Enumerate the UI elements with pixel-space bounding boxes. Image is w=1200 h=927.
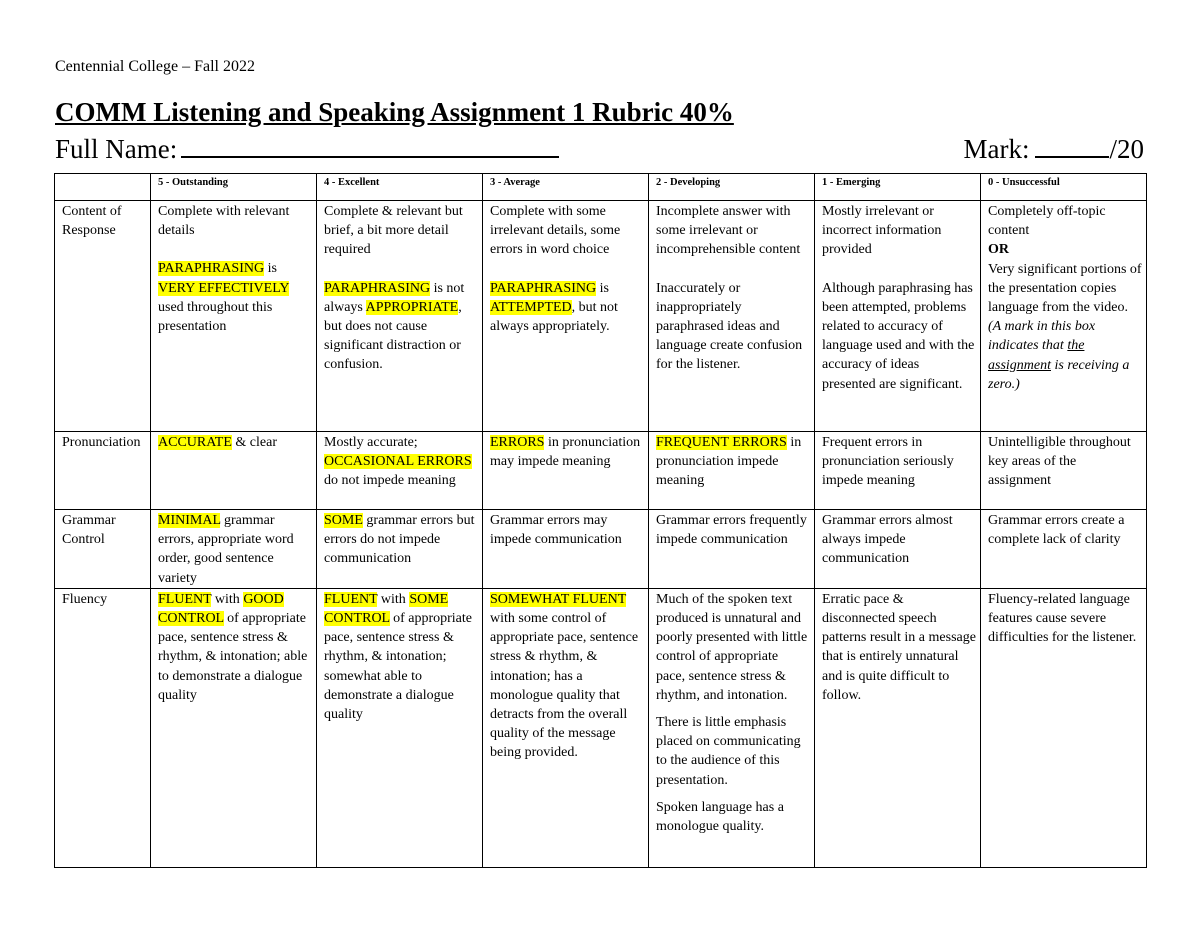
mark-blank[interactable] [1035,134,1109,158]
cell-pronunciation-2: FREQUENT ERRORS in pronunciation impede meaning [649,432,815,510]
column-header-1: 1 - Emerging [815,174,981,201]
cell-grammar-5: MINIMAL grammar errors, appropriate word order, good sentence variety [151,510,317,589]
column-header-empty [55,174,151,201]
table-row-grammar [55,510,1147,589]
cell-content-1: Mostly irrelevant or incorrect information provided Although paraphrasing has been attempted, problems related to accuracy of language used and with the accuracy of ideas presented are significant. [815,201,981,432]
row-label-grammar: Grammar Control [55,510,151,589]
column-header-5: 5 - Outstanding [151,174,317,201]
cell-content-0: Completely off-topic content OR Very significant portions of the presentation copies language from the video. (A mark in this box indicates that the assignment is receiving a zero.) [981,201,1147,432]
cell-fluency-4: FLUENT with SOME CONTROL of appropriate pace, sentence stress & rhythm, & intonation; somewhat able to demonstrate a dialogue quality [317,588,483,867]
mark-total: /20 [1109,134,1144,164]
cell-pronunciation-0: Unintelligible throughout key areas of the assignment [981,432,1147,510]
column-header-0: 0 - Unsuccessful [981,174,1147,201]
table-row-pronunciation [55,432,1147,510]
cell-content-5: Complete with relevant details PARAPHRASING is VERY EFFECTIVELY used throughout this presentation [151,201,317,432]
table-row-fluency [55,588,1147,867]
row-label-fluency: Fluency [55,588,151,867]
cell-grammar-2: Grammar errors frequently impede communication [649,510,815,589]
college-line: Centennial College – Fall 2022 [55,58,255,75]
cell-fluency-0: Fluency-related language features cause severe difficulties for the listener. [981,588,1147,867]
cell-content-4: Complete & relevant but brief, a bit more detail required PARAPHRASING is not always APPROPRIATE, but does not cause significant distraction or confusion. [317,201,483,432]
full-name-line [55,134,559,165]
column-header-3: 3 - Average [483,174,649,201]
header-row [55,174,1147,201]
mark-line [964,134,1145,165]
full-name-blank[interactable] [181,134,559,158]
cell-pronunciation-4: Mostly accurate; OCCASIONAL ERRORS do not impede meaning [317,432,483,510]
page-title: COMM Listening and Speaking Assignment 1 Rubric 40% [55,97,734,127]
cell-pronunciation-3: ERRORS in pronunciation may impede meaning [483,432,649,510]
full-name-label: Full Name: [55,134,178,164]
column-header-4: 4 - Excellent [317,174,483,201]
row-label-content: Content of Response [55,201,151,432]
row-label-pronunciation: Pronunciation [55,432,151,510]
cell-fluency-5: FLUENT with GOOD CONTROL of appropriate pace, sentence stress & rhythm, & intonation; able to demonstrate a dialogue quality [151,588,317,867]
column-header-2: 2 - Developing [649,174,815,201]
cell-content-3: Complete with some irrelevant details, some errors in word choice PARAPHRASING is ATTEMPTED, but not always appropriately. [483,201,649,432]
cell-fluency-3: SOMEWHAT FLUENT with some control of appropriate pace, sentence stress & rhythm, & intonation; has a monologue quality that detracts from the overall quality of the message being provided. [483,588,649,867]
mark-label: Mark: [963,134,1030,164]
cell-pronunciation-5: ACCURATE & clear [151,432,317,510]
cell-fluency-1: Erratic pace & disconnected speech patterns result in a message that is entirely unnatural and is quite difficult to follow. [815,588,981,867]
rubric-table [54,173,1147,868]
cell-pronunciation-1: Frequent errors in pronunciation seriously impede meaning [815,432,981,510]
cell-grammar-1: Grammar errors almost always impede communication [815,510,981,589]
cell-grammar-0: Grammar errors create a complete lack of clarity [981,510,1147,589]
table-row-content [55,201,1147,432]
cell-fluency-2: Much of the spoken text produced is unnatural and poorly presented with little control of appropriate pace, sentence stress & rhythm, and intonation. There is little emphasis placed on communicating to the audience of this presentation. Spoken language has a monologue quality. [649,588,815,867]
cell-content-2: Incomplete answer with some irrelevant or incomprehensible content Inaccurately or inappropriately paraphrased ideas and language create confusion for the listener. [649,201,815,432]
cell-grammar-3: Grammar errors may impede communication [483,510,649,589]
cell-grammar-4: SOME grammar errors but errors do not impede communication [317,510,483,589]
